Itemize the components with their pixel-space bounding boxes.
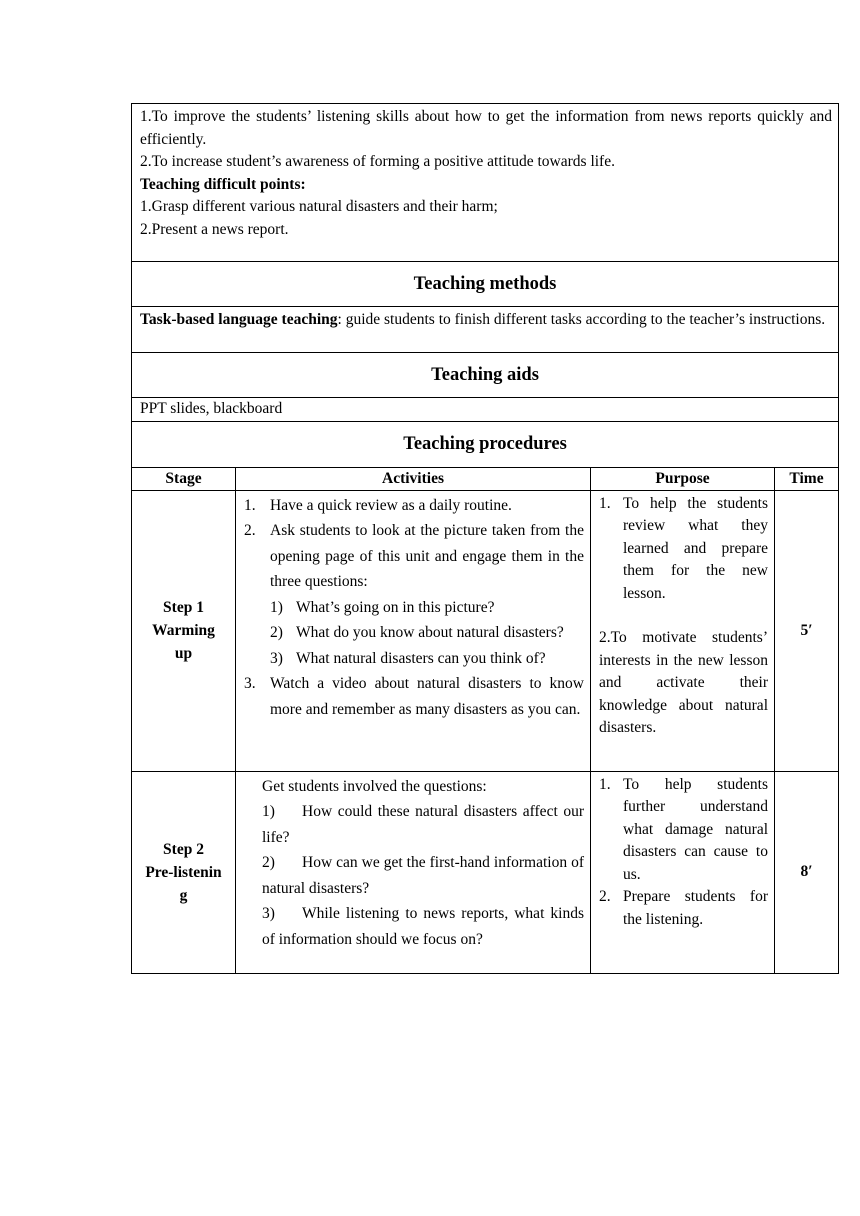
header-time: Time: [775, 467, 839, 490]
header-purpose: Purpose: [591, 467, 775, 490]
list-item: 2) What do you know about natural disasters?: [270, 624, 564, 641]
objective-1: 1.To improve the students’ listening skills about how to get the information from news reports quickly and efficiently.: [140, 108, 833, 148]
aids-text: PPT slides, blackboard: [140, 400, 283, 417]
list-item: 1. Have a quick review as a daily routine.: [244, 496, 512, 514]
step1-time: 5′: [775, 490, 839, 771]
step2-activities: [236, 771, 591, 973]
step2-stage-line2: Pre-listenin: [145, 863, 222, 881]
step1-stage: [132, 490, 236, 771]
teaching-aids-cell: [132, 398, 839, 422]
step2-stage-line3: g: [179, 886, 188, 904]
list-item: 1) What’s going on in this picture?: [270, 598, 495, 616]
lesson-plan-table: [131, 103, 839, 974]
methods-text: : guide students to finish different tasks according to the teacher’s instructions.: [337, 311, 826, 328]
lesson-plan-page: [131, 103, 838, 974]
difficult-points-heading: Teaching difficult points:: [140, 175, 306, 193]
step2-stage: [132, 771, 236, 973]
header-stage: Stage: [132, 467, 236, 490]
step1-purpose-2: 2.To motivate students’ interests in the new lesson and activate their knowledge about natural disasters.: [599, 629, 768, 736]
teaching-procedures-title: Teaching procedures: [132, 421, 839, 467]
step2-stage-line1: Step 2: [163, 840, 204, 858]
list-item: 2) How can we get the first-hand information of natural disasters?: [262, 854, 584, 897]
step2-time: 8′: [775, 771, 839, 973]
teaching-methods-title: Teaching methods: [132, 262, 839, 307]
table-row: [132, 771, 839, 973]
header-activities: Activities: [236, 467, 591, 490]
difficult-point-1: 1.Grasp different various natural disasters and their harm;: [140, 198, 498, 215]
table-row: [132, 490, 839, 771]
teaching-methods-cell: [132, 307, 839, 353]
list-item: 3. Watch a video about natural disasters to know more and remember as many disasters as you can.: [244, 675, 584, 718]
objectives-cell: [132, 104, 839, 262]
list-item: 2. Ask students to look at the picture taken from the opening page of this unit and engage them in the three questions:: [244, 522, 584, 590]
teaching-aids-title: Teaching aids: [132, 353, 839, 398]
list-item: 2. Prepare students for the listening.: [599, 888, 768, 928]
list-item: 3) While listening to news reports, what kinds of information should we focus on?: [262, 905, 584, 948]
step1-activities: [236, 490, 591, 771]
step2-purpose: [591, 771, 775, 973]
list-item: 1. To help students further understand what damage natural disasters can cause to us.: [599, 775, 768, 883]
step1-stage-line2: Warming: [152, 622, 215, 639]
step1-stage-line1: Step 1: [163, 599, 204, 616]
list-item: 3) What natural disasters can you think of?: [270, 649, 546, 667]
step1-purpose: [591, 490, 775, 771]
methods-bold: Task-based language teaching: [140, 311, 338, 328]
step2-intro: Get students involved the questions:: [262, 777, 487, 795]
difficult-point-2: 2.Present a news report.: [140, 220, 289, 238]
step1-stage-line3: up: [174, 645, 193, 662]
objective-2: 2.To increase student’s awareness of forming a positive attitude towards life.: [140, 153, 615, 170]
list-item: 1. To help the students review what they learned and prepare them for the new lesson.: [599, 494, 768, 602]
list-item: 1) How could these natural disasters affect our life?: [262, 803, 584, 846]
